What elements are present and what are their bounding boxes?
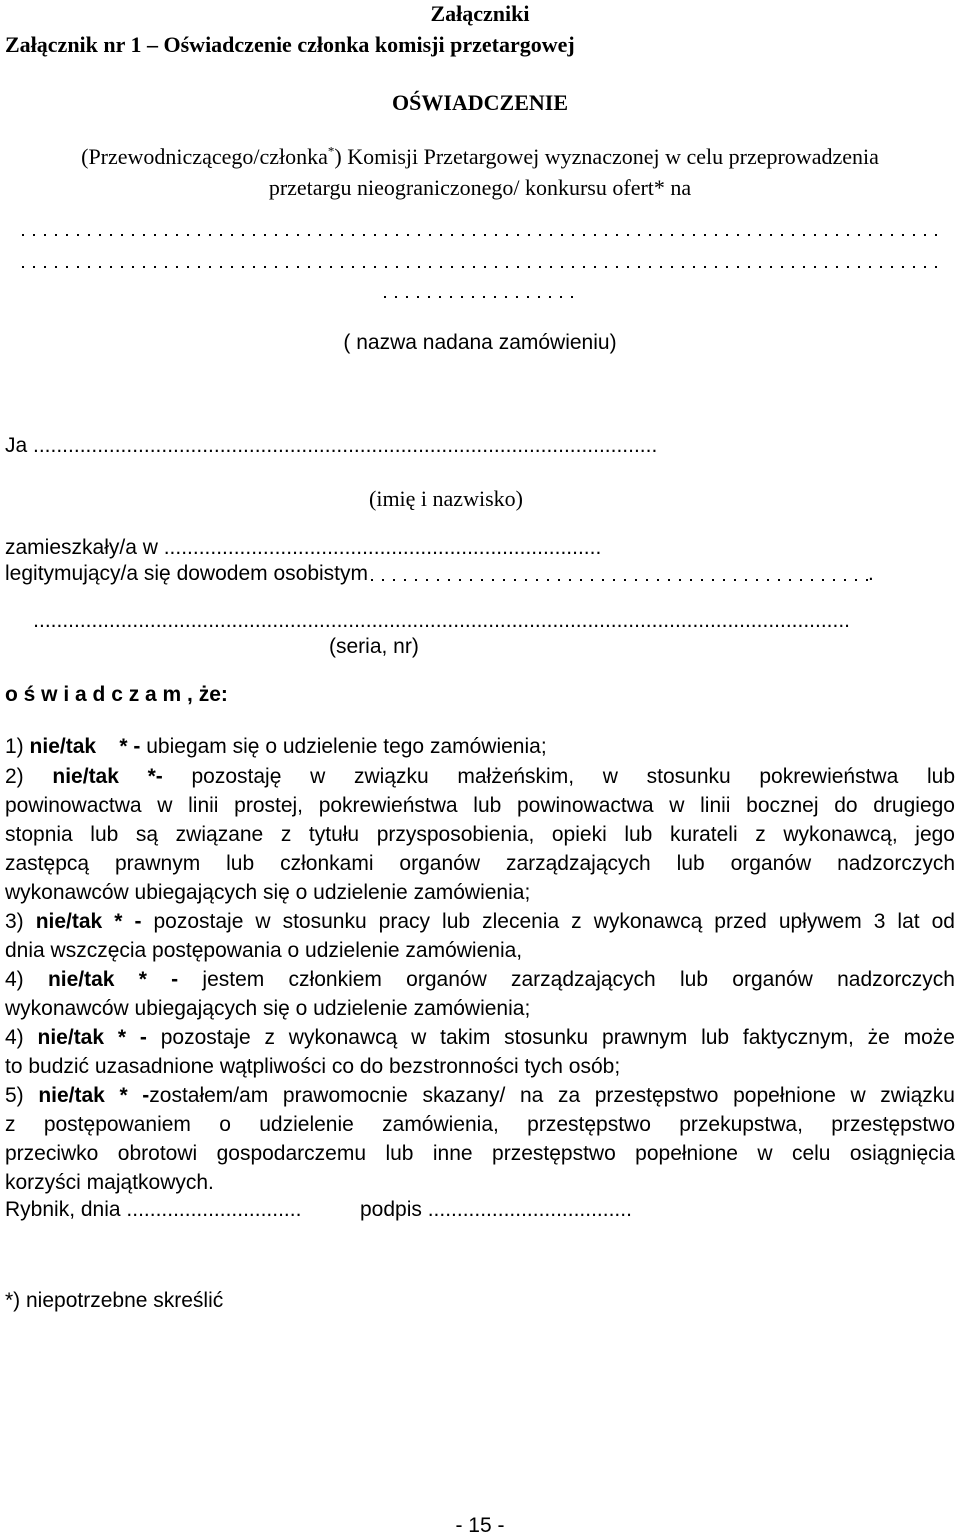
dot [404, 579, 406, 581]
dot [459, 579, 461, 581]
item-2-line [5, 849, 955, 878]
dot [701, 579, 703, 581]
dot [844, 579, 846, 581]
dot [594, 234, 596, 236]
dot [154, 266, 156, 268]
dot [549, 296, 551, 298]
dot [451, 234, 453, 236]
dot [495, 234, 497, 236]
dot [470, 579, 472, 581]
dot [484, 266, 486, 268]
dot [756, 579, 758, 581]
item-text: dnia wszczęcia postępowania o udzielenie zamówienia, [5, 939, 523, 962]
dot [242, 266, 244, 268]
dot [286, 266, 288, 268]
dot [437, 579, 439, 581]
dot [558, 579, 560, 581]
dot [209, 266, 211, 268]
dot [682, 266, 684, 268]
dot [242, 234, 244, 236]
dot [627, 234, 629, 236]
item-text: to budzić uzasadnione wątpliwości co do bezstronności tych osób; [5, 1055, 621, 1078]
dot [297, 234, 299, 236]
dot [440, 234, 442, 236]
dot [472, 296, 474, 298]
dot [682, 234, 684, 236]
dot [220, 266, 222, 268]
dot [143, 234, 145, 236]
item-2-line [5, 878, 955, 907]
dot [473, 234, 475, 236]
item-text: korzyści majątkowych. [5, 1171, 214, 1194]
document-title: OŚWIADCZENIE [391, 90, 569, 115]
dot [550, 234, 552, 236]
dot [483, 296, 485, 298]
dot [382, 579, 384, 581]
dot [253, 266, 255, 268]
dot [726, 234, 728, 236]
dot [814, 234, 816, 236]
item-number: 3) [5, 910, 36, 933]
dot [550, 266, 552, 268]
item-choice: nie/tak *- [52, 765, 163, 788]
id-dotted-line [371, 579, 867, 581]
item-5-line [5, 1139, 955, 1168]
dot [745, 579, 747, 581]
dot [855, 579, 857, 581]
dot [594, 266, 596, 268]
dot [440, 266, 442, 268]
dot [569, 579, 571, 581]
dot [176, 266, 178, 268]
dot [660, 234, 662, 236]
dot [275, 234, 277, 236]
dot [450, 296, 452, 298]
item-4a-line [5, 965, 955, 994]
dot [638, 266, 640, 268]
dot [657, 579, 659, 581]
dot [384, 296, 386, 298]
dot [591, 579, 593, 581]
dot [759, 266, 761, 268]
dot [891, 266, 893, 268]
dot [363, 234, 365, 236]
dot [308, 234, 310, 236]
dot [671, 234, 673, 236]
dot [132, 266, 134, 268]
dot [198, 234, 200, 236]
dot [715, 234, 717, 236]
dot [649, 266, 651, 268]
dot [385, 234, 387, 236]
dot [297, 266, 299, 268]
item-number: 2) [5, 765, 53, 788]
dot [847, 266, 849, 268]
dot [660, 266, 662, 268]
dot [426, 579, 428, 581]
dot [737, 234, 739, 236]
dot [605, 234, 607, 236]
dot [22, 234, 24, 236]
dot [428, 296, 430, 298]
dot [132, 234, 134, 236]
dot [110, 234, 112, 236]
dot [165, 266, 167, 268]
dot [803, 234, 805, 236]
dot [395, 296, 397, 298]
dot [924, 234, 926, 236]
dot [539, 234, 541, 236]
dot [693, 234, 695, 236]
dot [461, 296, 463, 298]
dot [55, 266, 57, 268]
dot [538, 296, 540, 298]
item-text: wykonawców ubiegających się o udzielenie zamówienia; [5, 997, 531, 1020]
item-number: 4) [5, 968, 48, 991]
dot [473, 266, 475, 268]
dot [605, 266, 607, 268]
id-line: legitymujący/a się dowodem osobistym [5, 562, 368, 585]
dot [22, 266, 24, 268]
dot [99, 266, 101, 268]
dot [748, 234, 750, 236]
place-date-field: Rybnik, dnia .............................. [5, 1198, 302, 1221]
dot [858, 234, 860, 236]
dot [781, 266, 783, 268]
dot [88, 234, 90, 236]
dot [869, 234, 871, 236]
dot [789, 579, 791, 581]
dot [330, 234, 332, 236]
dot [792, 234, 794, 236]
dot [407, 266, 409, 268]
dot [66, 266, 68, 268]
dot [448, 579, 450, 581]
dot [44, 266, 46, 268]
dot [638, 234, 640, 236]
dot [393, 579, 395, 581]
dot [539, 266, 541, 268]
dot [209, 234, 211, 236]
dot [571, 296, 573, 298]
dot [869, 266, 871, 268]
dot [847, 234, 849, 236]
dot [602, 579, 604, 581]
dot [723, 579, 725, 581]
page-number: - 15 - [455, 1514, 505, 1537]
dot [572, 234, 574, 236]
dot [517, 234, 519, 236]
dot [253, 234, 255, 236]
dot [516, 296, 518, 298]
dot [646, 579, 648, 581]
intro-line-1: (Przewodniczącego/członka*) Komisji Przetargowej wyznaczonej w celu przeprowadzenia [81, 143, 879, 169]
dot [767, 579, 769, 581]
dot [561, 234, 563, 236]
dot [748, 266, 750, 268]
dot [616, 266, 618, 268]
dot [924, 266, 926, 268]
dot [330, 266, 332, 268]
id-line-end: . [868, 562, 874, 585]
dot [627, 266, 629, 268]
order-name-dotted-line-1 [22, 234, 944, 236]
dot [176, 234, 178, 236]
dot [352, 234, 354, 236]
dot [737, 266, 739, 268]
dot [121, 266, 123, 268]
dot [506, 234, 508, 236]
dot [825, 234, 827, 236]
section-title: Załączniki [430, 1, 530, 26]
dot [800, 579, 802, 581]
dot [99, 234, 101, 236]
dot [374, 234, 376, 236]
item-4b-line [5, 1023, 955, 1052]
attachment-title: Załącznik nr 1 – Oświadczenie członka komisji przetargowej [5, 32, 575, 57]
dot [527, 296, 529, 298]
dot [429, 234, 431, 236]
dot [451, 266, 453, 268]
dot [547, 579, 549, 581]
item-2-line [5, 791, 955, 820]
dot [385, 266, 387, 268]
item-3-line [5, 907, 955, 936]
item-text: z postępowaniem o udzielenie zamówienia, przestępstwo przekupstwa, przestępstwo [5, 1113, 955, 1136]
dot [715, 266, 717, 268]
item-5-line [5, 1110, 955, 1139]
dot [55, 234, 57, 236]
name-line: Ja ........................................................................................................... [5, 434, 658, 457]
item-text: powinowactwa w linii prostej, pokrewieństwa lub powinowactwa w linii bocznej do drugiego [5, 794, 955, 817]
item-text: zostałem/am prawomocnie skazany/ na za przestępstwo popełnione w związku [149, 1084, 955, 1107]
dot [110, 266, 112, 268]
dot [264, 234, 266, 236]
item-text: pozostaję w związku małżeńskim, w stosunku pokrewieństwa lub [162, 765, 955, 788]
dot [613, 579, 615, 581]
dot [561, 266, 563, 268]
dot [836, 234, 838, 236]
dot [417, 296, 419, 298]
residence-line: zamieszkały/a w ........................................................................... [5, 536, 602, 559]
dot [803, 266, 805, 268]
dot [319, 234, 321, 236]
dot [374, 266, 376, 268]
dot [690, 579, 692, 581]
dot [286, 234, 288, 236]
dot [572, 266, 574, 268]
item-number: 4) [5, 1026, 38, 1049]
dot [726, 266, 728, 268]
dot [536, 579, 538, 581]
dot [913, 266, 915, 268]
dot [704, 234, 706, 236]
dot [495, 266, 497, 268]
item-text: przeciwko obrotowi gospodarczemu lub inne przestępstwo popełnione w celu osiągnięcia [5, 1142, 955, 1165]
intro-line-2: przetargu nieograniczonego/ konkursu ofert* na [268, 175, 692, 200]
dot [891, 234, 893, 236]
dot [121, 234, 123, 236]
dot [833, 579, 835, 581]
dot [396, 234, 398, 236]
dot [704, 266, 706, 268]
dot [836, 266, 838, 268]
dot [462, 266, 464, 268]
dot [811, 579, 813, 581]
dot [66, 234, 68, 236]
item-2-line [5, 820, 955, 849]
dot [935, 234, 937, 236]
dot [415, 579, 417, 581]
dot [494, 296, 496, 298]
item-5-line [5, 1081, 955, 1110]
dot [503, 579, 505, 581]
item-1: 1) nie/tak * - ubiegam się o udzielenie tego zamówienia; [5, 735, 547, 758]
dot [506, 266, 508, 268]
dot [341, 266, 343, 268]
dot [880, 266, 882, 268]
dot [528, 266, 530, 268]
id-dots-line: ............................................................................................................................................ [33, 609, 850, 632]
dot [352, 266, 354, 268]
item-choice: nie/tak * - [35, 910, 142, 933]
dot [481, 579, 483, 581]
dot [668, 579, 670, 581]
dot [231, 234, 233, 236]
dot [505, 296, 507, 298]
dot [814, 266, 816, 268]
dot [693, 266, 695, 268]
dot [264, 266, 266, 268]
dot [825, 266, 827, 268]
dot [33, 266, 35, 268]
dot [492, 579, 494, 581]
dot [616, 234, 618, 236]
dot [407, 234, 409, 236]
order-name-caption: ( nazwa nadana zamówieniu) [343, 331, 617, 354]
dot [583, 266, 585, 268]
dot [341, 234, 343, 236]
order-name-dotted-line-3 [384, 296, 578, 298]
dot [560, 296, 562, 298]
order-name-dotted-line-2 [22, 266, 944, 268]
dot [580, 579, 582, 581]
dot [635, 579, 637, 581]
dot [712, 579, 714, 581]
dot [44, 234, 46, 236]
declare-heading: o ś w i a d c z a m , że: [5, 683, 228, 706]
dot [880, 234, 882, 236]
dot [88, 266, 90, 268]
dot [462, 234, 464, 236]
item-3-line [5, 936, 955, 965]
dot [220, 234, 222, 236]
dot [439, 296, 441, 298]
dot [671, 266, 673, 268]
dot [624, 579, 626, 581]
dot [198, 266, 200, 268]
dot [649, 234, 651, 236]
item-4b-line [5, 1052, 955, 1081]
dot [935, 266, 937, 268]
dot [902, 234, 904, 236]
dot [770, 234, 772, 236]
dot [143, 266, 145, 268]
dot [77, 266, 79, 268]
dot [781, 234, 783, 236]
item-choice: nie/tak * - [37, 1026, 147, 1049]
dot [822, 579, 824, 581]
dot [792, 266, 794, 268]
item-text: zastępcą prawnym lub członkami organów zarządzających lub organów nadzorczych [5, 852, 955, 875]
dot [583, 234, 585, 236]
dot [187, 234, 189, 236]
item-4a-line [5, 994, 955, 1023]
item-text: jestem członkiem organów zarządzających lub organów nadzorczych [178, 968, 955, 991]
dot [77, 234, 79, 236]
dot [528, 234, 530, 236]
dot [371, 579, 373, 581]
dot [396, 266, 398, 268]
dot [514, 579, 516, 581]
dot [187, 266, 189, 268]
signature-field: podpis ................................... [360, 1198, 632, 1221]
item-choice: nie/tak * - [38, 1084, 150, 1107]
dot [734, 579, 736, 581]
dot [308, 266, 310, 268]
dot [484, 234, 486, 236]
footnote: *) niepotrzebne skreślić [5, 1289, 224, 1312]
dot [429, 266, 431, 268]
dot [418, 234, 420, 236]
dot [33, 234, 35, 236]
item-choice: nie/tak * - [47, 968, 179, 991]
dot [231, 266, 233, 268]
dot [275, 266, 277, 268]
dot [319, 266, 321, 268]
dot [363, 266, 365, 268]
dot [759, 234, 761, 236]
item-text: pozostaje w stosunku pracy lub zlecenia z wykonawcą przed upływem 3 lat od [141, 910, 955, 933]
name-caption: (imię i nazwisko) [369, 486, 523, 511]
dot [406, 296, 408, 298]
dot [913, 234, 915, 236]
id-caption: (seria, nr) [329, 635, 419, 658]
item-5-line [5, 1168, 955, 1197]
dot [165, 234, 167, 236]
item-number: 5) [5, 1084, 39, 1107]
dot [902, 266, 904, 268]
dot [679, 579, 681, 581]
item-text: wykonawców ubiegających się o udzielenie zamówienia; [5, 881, 531, 904]
item-text: pozostaje z wykonawcą w takim stosunku prawnym lub faktycznym, że może [146, 1026, 955, 1049]
dot [770, 266, 772, 268]
dot [778, 579, 780, 581]
dot [154, 234, 156, 236]
item-2-line [5, 762, 955, 791]
dot [525, 579, 527, 581]
dot [517, 266, 519, 268]
dot [418, 266, 420, 268]
dot [858, 266, 860, 268]
item-text: stopnia lub są związane z tytułu przysposobienia, opieki lub kurateli z wykonawcą, jego [5, 823, 955, 846]
